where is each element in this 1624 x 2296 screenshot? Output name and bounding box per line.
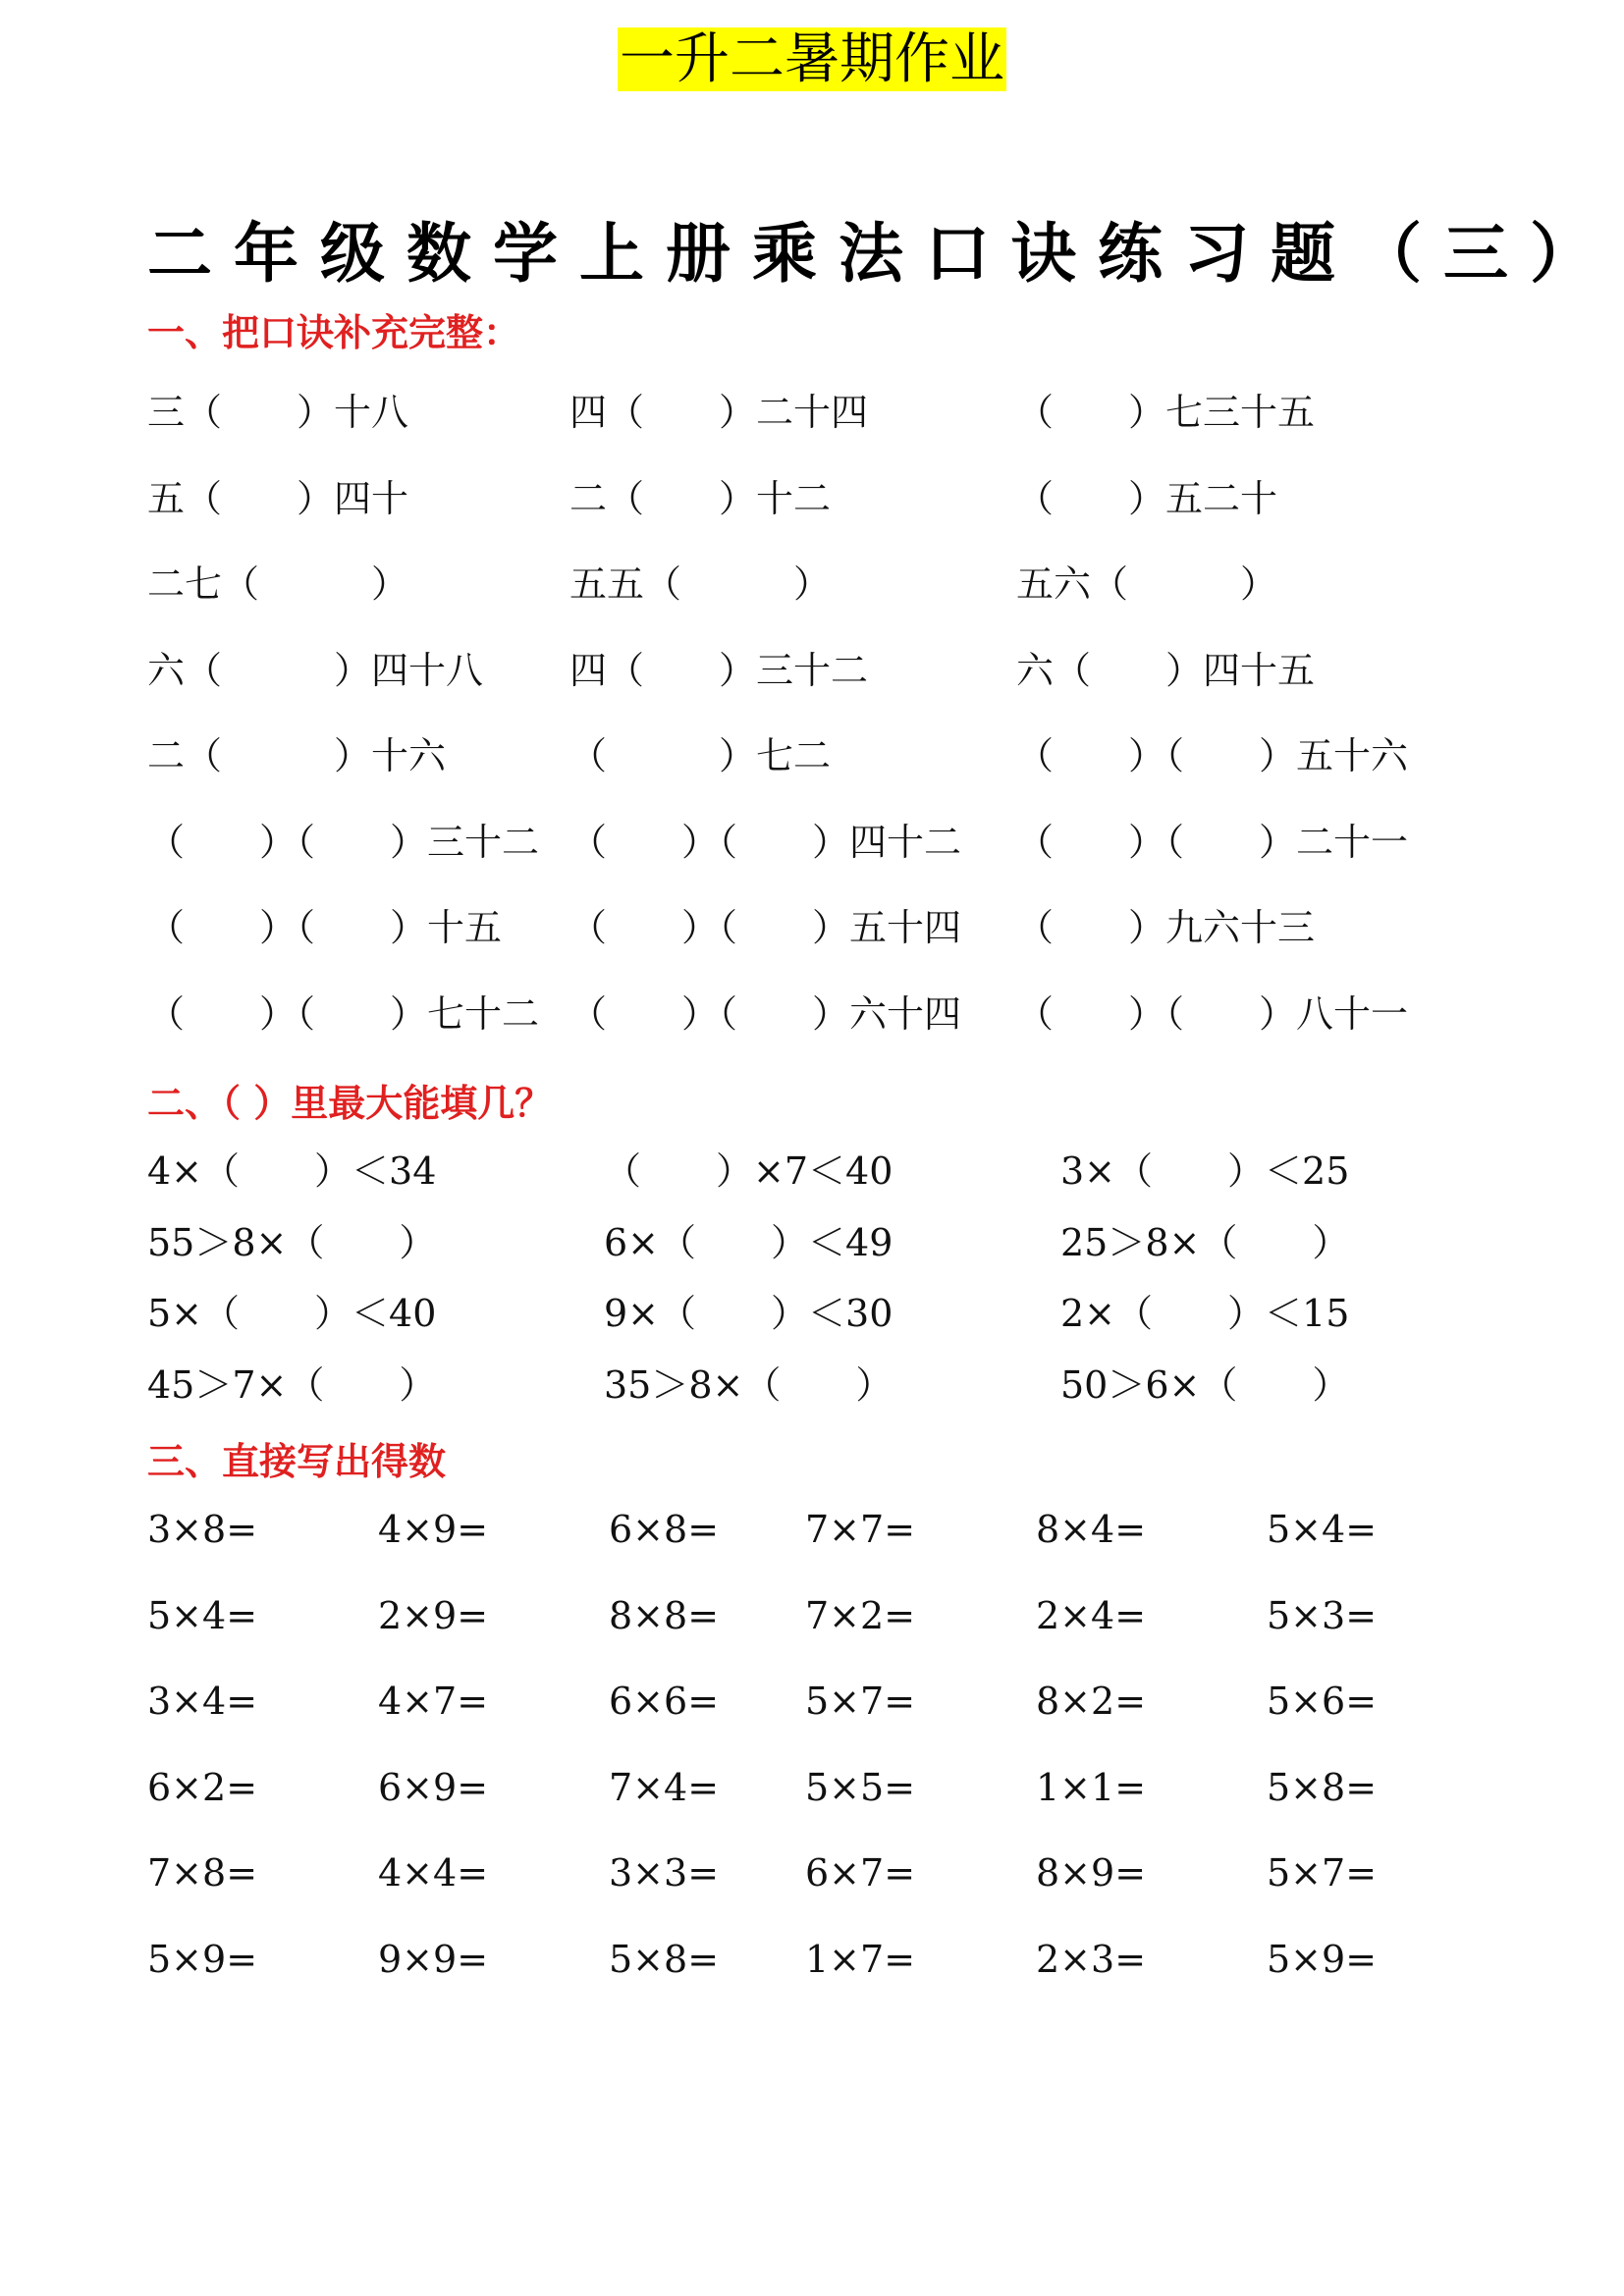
max-fill-item-r3-c1: 5×（ ）＜40	[147, 1292, 437, 1335]
calc-item-r6-c3: 5×8=	[609, 1937, 720, 1981]
calc-item-r6-c1: 5×9=	[147, 1937, 258, 1981]
section1-title: 一、把口诀补充完整：	[147, 311, 521, 354]
calc-item-r1-c2: 4×9=	[378, 1508, 489, 1551]
fill-in-item-r7-c2: （ ）（ ）五十四	[569, 906, 962, 949]
max-fill-item-r3-c3: 2×（ ）＜15	[1060, 1292, 1350, 1335]
fill-in-item-r8-c1: （ ）（ ）七十二	[147, 991, 540, 1036]
fill-in-item-r6-c3: （ ）（ ）二十一	[1016, 820, 1409, 864]
calc-item-r5-c5: 8×9=	[1036, 1851, 1147, 1895]
fill-in-item-r4-c1: 六（ ）四十八	[147, 648, 484, 692]
fill-in-item-r5-c1: 二（ ）十六	[147, 734, 447, 777]
max-fill-item-r1-c2: （ ）×7＜40	[604, 1149, 893, 1193]
calc-item-r2-c4: 7×2=	[805, 1593, 916, 1637]
fill-in-item-r2-c1: 五（ ）四十	[147, 476, 409, 520]
calc-item-r5-c6: 5×7=	[1267, 1851, 1378, 1895]
fill-in-item-r6-c1: （ ）（ ）三十二	[147, 820, 540, 864]
page-header	[0, 27, 1624, 92]
calc-item-r5-c1: 7×8=	[147, 1851, 258, 1895]
fill-in-item-r7-c3: （ ）九六十三	[1016, 906, 1316, 949]
max-fill-item-r1-c1: 4×（ ）＜34	[147, 1149, 437, 1193]
max-fill-item-r2-c1: 55＞8×（ ）	[147, 1220, 437, 1264]
max-fill-item-r2-c3: 25＞8×（ ）	[1060, 1220, 1350, 1264]
calc-item-r1-c5: 8×4=	[1036, 1508, 1147, 1551]
max-fill-item-r1-c3: 3×（ ）＜25	[1060, 1149, 1350, 1193]
fill-in-item-r8-c2: （ ）（ ）六十四	[569, 991, 962, 1036]
fill-in-item-r5-c2: （ ）七二	[569, 734, 832, 777]
worksheet-title: 二年级数学上册乘法口诀练习题（三）	[147, 216, 1616, 292]
calc-item-r1-c6: 5×4=	[1267, 1508, 1378, 1551]
calc-item-r4-c4: 5×5=	[805, 1765, 916, 1809]
fill-in-item-r4-c3: 六（ ）四十五	[1016, 648, 1316, 692]
calc-item-r6-c2: 9×9=	[378, 1937, 489, 1981]
calc-item-r6-c5: 2×3=	[1036, 1937, 1147, 1981]
header-title: 一升二暑期作业	[620, 27, 1004, 91]
calc-item-r3-c4: 5×7=	[805, 1680, 916, 1723]
max-fill-item-r4-c2: 35＞8×（ ）	[604, 1362, 893, 1407]
calc-item-r6-c4: 1×7=	[805, 1937, 916, 1981]
calc-item-r3-c1: 3×4=	[147, 1680, 258, 1723]
fill-in-item-r3-c3: 五六（ ）	[1016, 562, 1278, 606]
fill-in-item-r6-c2: （ ）（ ）四十二	[569, 820, 962, 864]
fill-in-item-r2-c2: 二（ ）十二	[569, 476, 832, 520]
section3-title: 三、直接写出得数	[147, 1440, 447, 1483]
calc-item-r4-c5: 1×1=	[1036, 1765, 1147, 1809]
calc-item-r3-c3: 6×6=	[609, 1680, 720, 1723]
calc-item-r2-c5: 2×4=	[1036, 1593, 1147, 1637]
calc-item-r5-c4: 6×7=	[805, 1851, 916, 1895]
fill-in-item-r7-c1: （ ）（ ）十五	[147, 906, 503, 949]
calc-item-r4-c2: 6×9=	[378, 1765, 489, 1809]
fill-in-item-r2-c3: （ ）五二十	[1016, 476, 1278, 520]
fill-in-item-r3-c1: 二七（ ）	[147, 562, 409, 606]
fill-in-item-r4-c2: 四（ ）三十二	[569, 648, 869, 692]
calc-item-r5-c3: 3×3=	[609, 1851, 720, 1895]
calc-item-r6-c6: 5×9=	[1267, 1937, 1378, 1981]
fill-in-item-r1-c2: 四（ ）二十四	[569, 391, 869, 434]
fill-in-item-r1-c3: （ ）七三十五	[1016, 391, 1316, 434]
calc-item-r2-c6: 5×3=	[1267, 1593, 1378, 1637]
calc-item-r3-c2: 4×7=	[378, 1680, 489, 1723]
fill-in-item-r8-c3: （ ）（ ）八十一	[1016, 991, 1409, 1036]
calc-item-r3-c5: 8×2=	[1036, 1680, 1147, 1723]
calc-item-r2-c1: 5×4=	[147, 1593, 258, 1637]
calc-item-r4-c1: 6×2=	[147, 1765, 258, 1809]
calc-item-r1-c3: 6×8=	[609, 1508, 720, 1551]
section2-title: 二、（ ）里最大能填几？	[147, 1082, 553, 1125]
calc-item-r5-c2: 4×4=	[378, 1851, 489, 1895]
calc-item-r2-c3: 8×8=	[609, 1593, 720, 1637]
calc-item-r1-c1: 3×8=	[147, 1508, 258, 1551]
fill-in-item-r5-c3: （ ）（ ）五十六	[1016, 734, 1409, 777]
max-fill-item-r4-c1: 45＞7×（ ）	[147, 1362, 437, 1407]
max-fill-item-r4-c3: 50＞6×（ ）	[1060, 1362, 1350, 1407]
calc-item-r3-c6: 5×6=	[1267, 1680, 1378, 1723]
calc-item-r1-c4: 7×7=	[805, 1508, 916, 1551]
calc-item-r4-c6: 5×8=	[1267, 1765, 1378, 1809]
max-fill-item-r2-c2: 6×（ ）＜49	[604, 1220, 893, 1264]
calc-item-r2-c2: 2×9=	[378, 1593, 489, 1637]
fill-in-item-r1-c1: 三（ ）十八	[147, 391, 409, 434]
fill-in-item-r3-c2: 五五（ ）	[569, 562, 832, 606]
calc-item-r4-c3: 7×4=	[609, 1765, 720, 1809]
max-fill-item-r3-c2: 9×（ ）＜30	[604, 1292, 893, 1335]
